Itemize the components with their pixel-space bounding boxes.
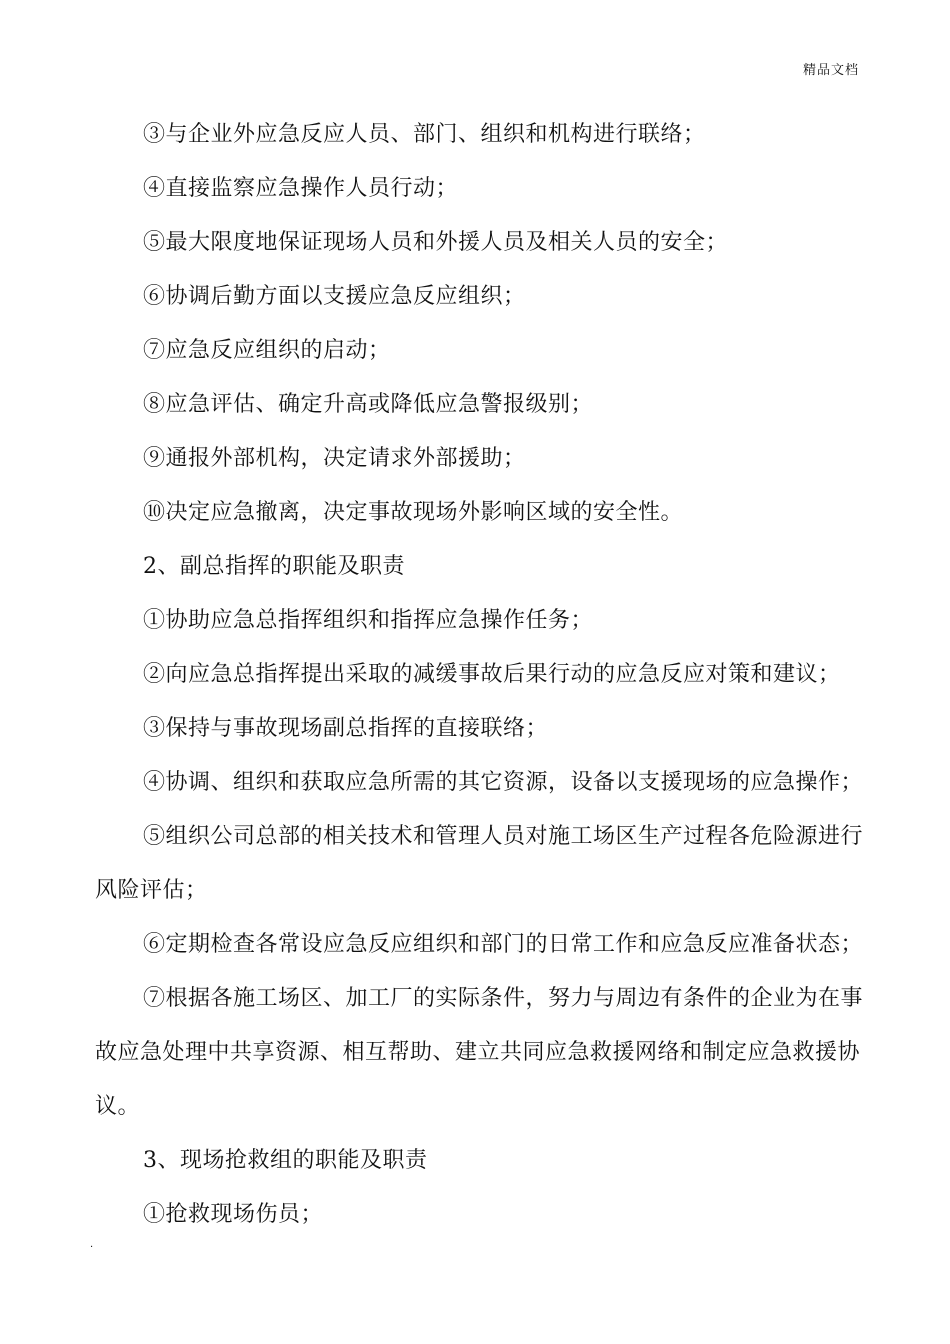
footer-dot: . — [90, 1239, 94, 1250]
paragraph: ⑧应急评估、确定升高或降低应急警报级别； — [143, 392, 594, 417]
paragraph: ⑩决定应急撤离，决定事故现场外影响区域的安全性。 — [143, 500, 684, 525]
paragraph: ⑨通报外部机构，决定请求外部援助； — [143, 446, 526, 471]
paragraph: ⑥协调后勤方面以支援应急反应组织； — [143, 284, 526, 309]
section-heading: 3、现场抢救组的职能及职责 — [143, 1148, 428, 1173]
paragraph: ④直接监察应急操作人员行动； — [143, 176, 459, 201]
paragraph: ③保持与事故现场副总指挥的直接联络； — [143, 716, 549, 741]
document-body — [95, 108, 865, 1242]
paragraph: ⑤组织公司总部的相关技术和管理人员对施工场区生产过程各危险源进行风险评估； — [95, 824, 864, 903]
paragraph: ⑥定期检查各常设应急反应组织和部门的日常工作和应急反应准备状态； — [143, 932, 864, 957]
paragraph: ⑤最大限度地保证现场人员和外援人员及相关人员的安全； — [143, 230, 729, 255]
section-heading: 2、副总指挥的职能及职责 — [143, 554, 405, 579]
paragraph: ①抢救现场伤员； — [143, 1202, 324, 1227]
header-mark: 精品文档 — [802, 63, 859, 78]
paragraph: ①协助应急总指挥组织和指挥应急操作任务； — [143, 608, 594, 633]
paragraph: ⑦根据各施工场区、加工厂的实际条件，努力与周边有条件的企业为在事故应急处理中共享资源、相互帮助、建立共同应急救援网络和制定应急救援协议。 — [95, 986, 864, 1119]
paragraph: ③与企业外应急反应人员、部门、组织和机构进行联络； — [143, 122, 706, 147]
paragraph: ⑦应急反应组织的启动； — [143, 338, 391, 363]
paragraph: ④协调、组织和获取应急所需的其它资源，设备以支援现场的应急操作； — [143, 770, 864, 795]
paragraph: ②向应急总指挥提出采取的减缓事故后果行动的应急反应对策和建议； — [143, 662, 841, 687]
